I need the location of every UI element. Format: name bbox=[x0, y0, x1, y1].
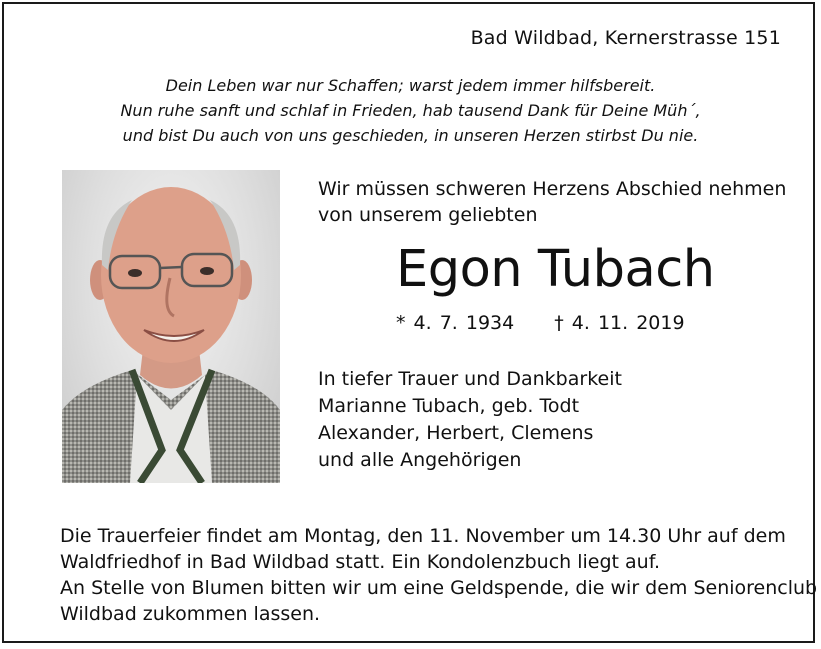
funeral-info bbox=[60, 523, 817, 627]
birth-date: * 4. 7. 1934 bbox=[396, 312, 515, 334]
death-date: † 4. 11. 2019 bbox=[554, 312, 685, 334]
intro-line: Wir müssen schweren Herzens Abschied nehmen bbox=[318, 178, 787, 200]
funeral-info-line: An Stelle von Blumen bitten wir um eine Geldspende, die wir dem Seniorenclub bbox=[60, 577, 818, 599]
mourner-line: und alle Angehörigen bbox=[318, 449, 522, 471]
portrait-illustration bbox=[62, 170, 280, 483]
funeral-info-line: Wildbad zukommen lassen. bbox=[60, 603, 321, 625]
life-dates bbox=[396, 312, 685, 334]
poem-line: und bist Du auch von uns geschieden, in unseren Herzen stirbst Du nie. bbox=[122, 126, 699, 145]
address-line: Bad Wildbad, Kernerstrasse 151 bbox=[470, 27, 781, 49]
intro-line: von unserem geliebten bbox=[318, 204, 538, 226]
mourners-list bbox=[318, 366, 622, 474]
mourner-line: In tiefer Trauer und Dankbarkeit bbox=[318, 368, 622, 390]
poem-line: Dein Leben war nur Schaffen; warst jedem immer hilfsbereit. bbox=[165, 76, 656, 95]
mourner-line: Alexander, Herbert, Clemens bbox=[318, 422, 594, 444]
intro-text bbox=[318, 176, 786, 228]
poem-line: Nun ruhe sanft und schlaf in Frieden, hab tausend Dank für Deine Müh´, bbox=[120, 101, 701, 120]
mourner-line: Marianne Tubach, geb. Todt bbox=[318, 395, 580, 417]
deceased-name: Egon Tubach bbox=[396, 240, 715, 299]
funeral-info-line: Waldfriedhof in Bad Wildbad statt. Ein Kondolenzbuch liegt auf. bbox=[60, 551, 661, 573]
portrait-photo bbox=[62, 170, 280, 483]
funeral-info-line: Die Trauerfeier findet am Montag, den 11. November um 14.30 Uhr auf dem bbox=[60, 525, 786, 547]
memorial-poem bbox=[0, 73, 821, 148]
